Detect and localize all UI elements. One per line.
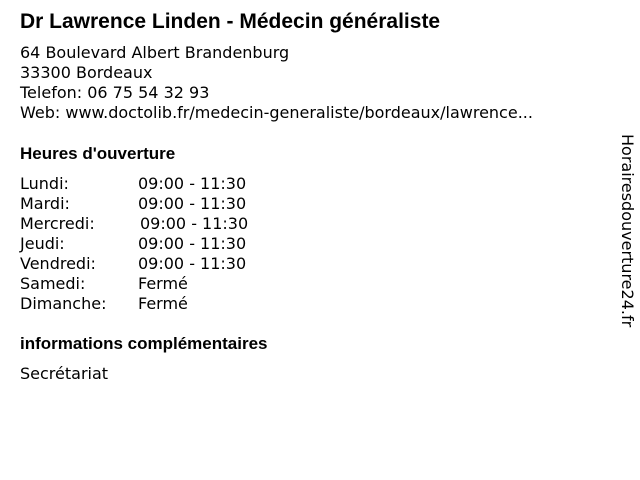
day-label: Dimanche: (20, 294, 107, 313)
site-watermark (609, 134, 639, 374)
watermark-text: Horairesdouverture24.fr (618, 134, 637, 328)
hours-row-wednesday (20, 214, 320, 234)
day-label: Vendredi: (20, 254, 96, 273)
contact-block (20, 43, 533, 123)
day-label: Mardi: (20, 194, 70, 213)
time-value: 09:00 - 11:30 (138, 194, 247, 213)
time-value: Fermé (138, 274, 188, 293)
opening-hours-table (20, 174, 320, 314)
street-address: 64 Boulevard Albert Brandenburg (20, 43, 290, 62)
hours-row-thursday (20, 234, 320, 254)
hours-row-tuesday (20, 194, 320, 214)
day-label: Lundi: (20, 174, 69, 193)
additional-info-heading: informations complémentaires (20, 334, 268, 353)
phone-number: Telefon: 06 75 54 32 93 (20, 83, 210, 102)
hours-row-saturday (20, 274, 320, 294)
hours-row-friday (20, 254, 320, 274)
time-value: 09:00 - 11:30 (140, 214, 249, 233)
hours-row-sunday (20, 294, 320, 314)
city-address: 33300 Bordeaux (20, 63, 153, 82)
time-value: Fermé (138, 294, 188, 313)
time-value: 09:00 - 11:30 (138, 174, 247, 193)
time-value: 09:00 - 11:30 (138, 254, 247, 273)
page-title: Dr Lawrence Linden - Médecin généraliste (20, 10, 441, 33)
website-link[interactable]: Web: www.doctolib.fr/medecin-generaliste/bordeaux/lawrence... (20, 103, 533, 122)
day-label: Jeudi: (20, 234, 65, 253)
day-label: Mercredi: (20, 214, 95, 233)
additional-info-text: Secrétariat (20, 364, 109, 383)
opening-hours-heading: Heures d'ouverture (20, 144, 176, 163)
time-value: 09:00 - 11:30 (138, 234, 247, 253)
day-label: Samedi: (20, 274, 86, 293)
hours-row-monday (20, 174, 320, 194)
